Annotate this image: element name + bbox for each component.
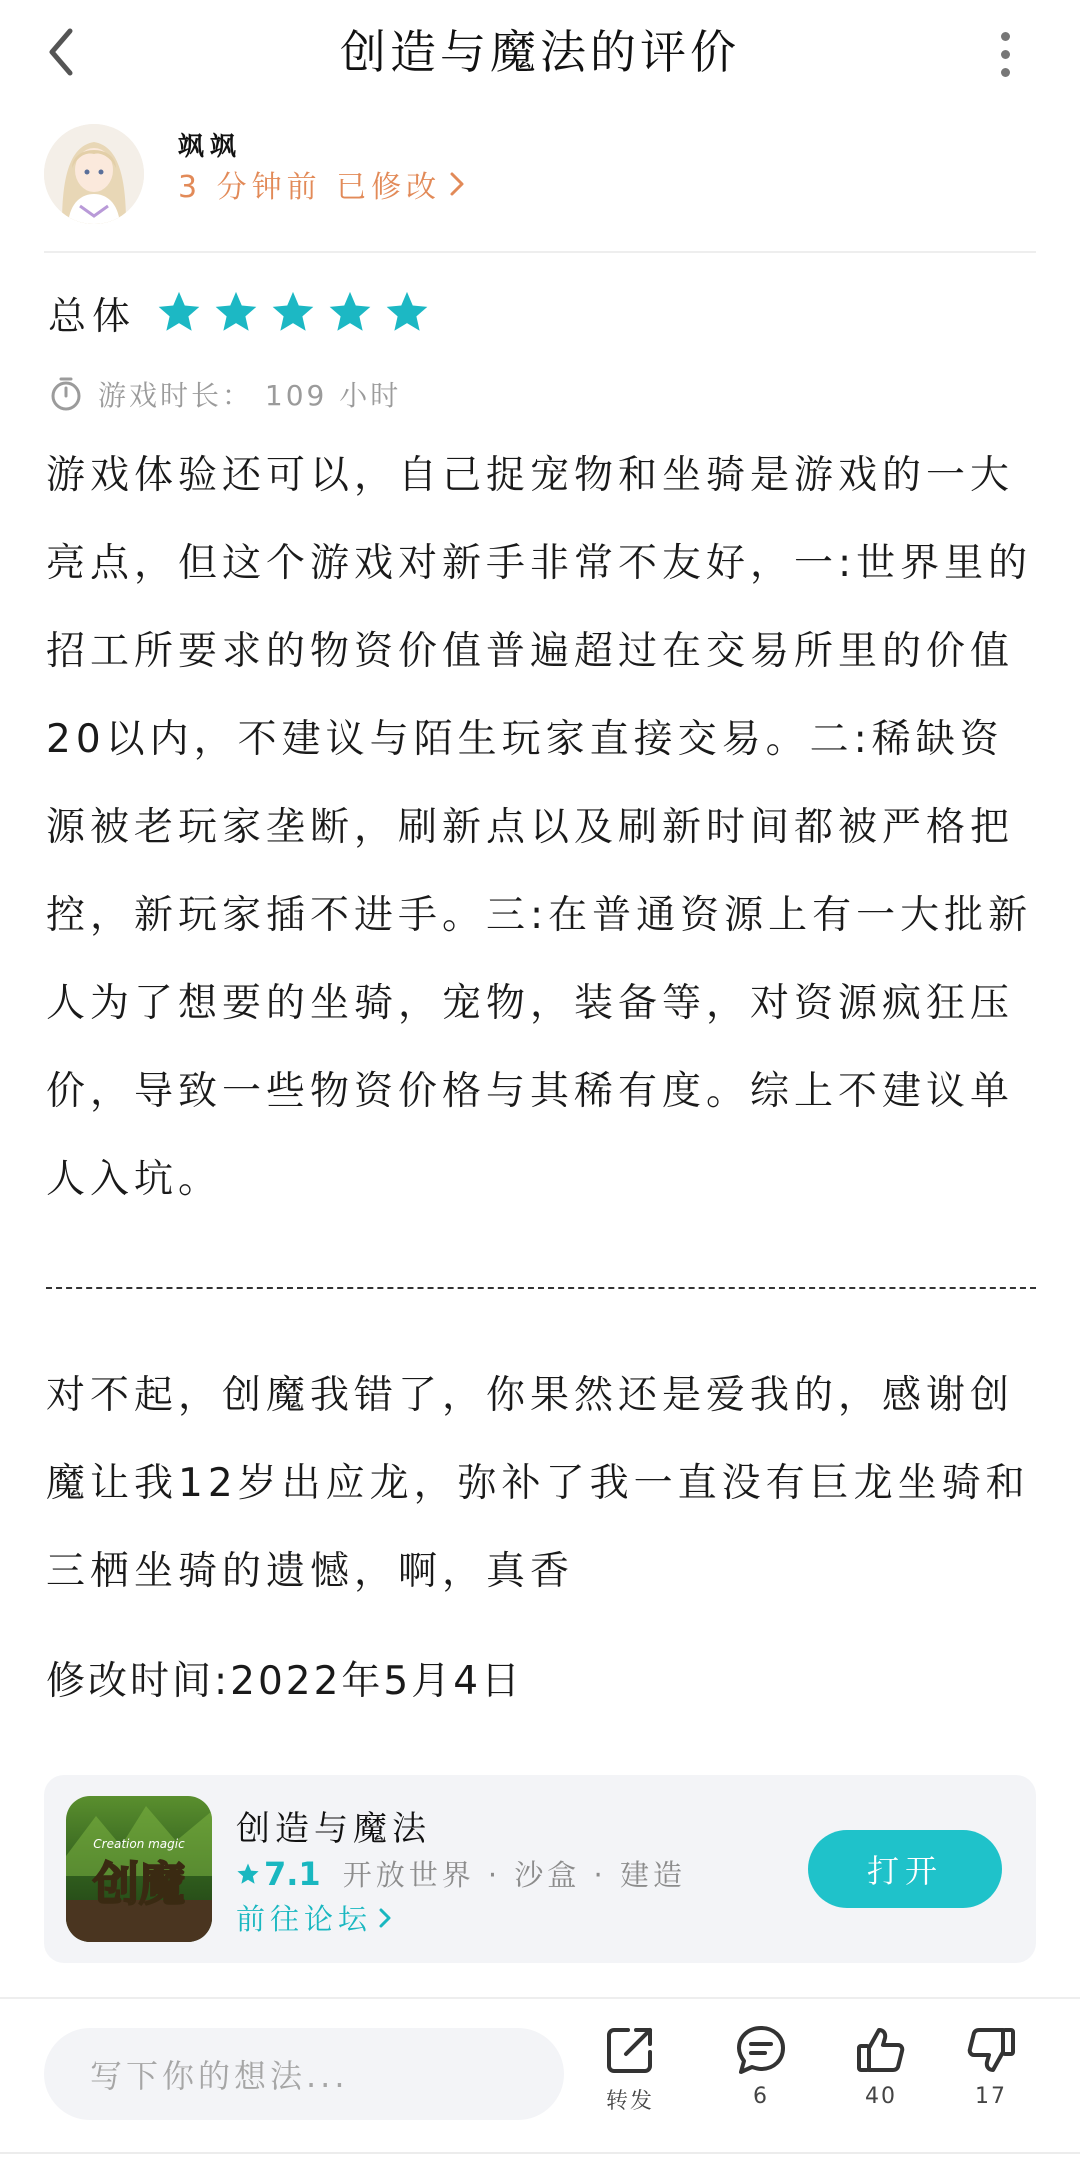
more-dot-icon xyxy=(1001,32,1010,41)
star-icon xyxy=(270,289,316,335)
back-button[interactable] xyxy=(36,22,86,82)
divider xyxy=(0,1997,1080,1999)
rating-row xyxy=(48,282,430,342)
comment-icon xyxy=(733,2022,789,2078)
open-game-button[interactable]: 打开 xyxy=(808,1830,1002,1908)
comment-button[interactable] xyxy=(716,2022,806,2142)
game-icon-text: 创魔 xyxy=(93,1857,185,1911)
author-meta-text: 3 分钟前 已修改 xyxy=(178,170,442,205)
game-icon-subtitle: Creation magic xyxy=(93,1837,185,1851)
comment-input[interactable]: 写下你的想法... xyxy=(44,2028,564,2120)
star-icon xyxy=(236,1862,260,1886)
more-dot-icon xyxy=(1001,68,1010,77)
thumbs-down-icon xyxy=(963,2022,1019,2078)
avatar[interactable] xyxy=(44,124,144,224)
star-rating xyxy=(156,289,430,335)
game-icon[interactable] xyxy=(66,1796,212,1942)
more-dot-icon xyxy=(1001,50,1010,59)
star-icon xyxy=(156,289,202,335)
share-icon xyxy=(602,2022,658,2078)
game-card[interactable] xyxy=(44,1775,1036,1963)
review-body: 游戏体验还可以，自己捉宠物和坐骑是游戏的一大亮点，但这个游戏对新手非常不友好，一:世界里的招工所要求的物资价值普遍超过在交易所里的价值20以内，不建议与陌生玩家直接交易。二:稀缺资源被老玩家垄断，刷新点以及刷新时间都被严格把控，新玩家插不进手。三:在普通资源上有一大批新人为了想要的坐骑，宠物，装备等，对资源疯狂压价，导致一些物资价格与其稀有度。综上不建议单人入坑。 xyxy=(46,453,1033,1202)
playtime-text: 游戏时长： 109 小时 xyxy=(98,379,402,412)
game-score-value: 7.1 xyxy=(264,1854,321,1893)
edit-history-link[interactable] xyxy=(178,162,465,206)
divider xyxy=(0,2152,1080,2154)
star-icon xyxy=(213,289,259,335)
page-title: 创造与魔法的评价 xyxy=(340,25,740,79)
like-button[interactable] xyxy=(836,2022,926,2142)
game-name[interactable]: 创造与魔法 xyxy=(236,1809,431,1849)
like-count: 40 xyxy=(865,2084,897,2109)
star-icon xyxy=(384,289,430,335)
game-score xyxy=(236,1855,321,1893)
game-tags: 开放世界 · 沙盒 · 建造 xyxy=(342,1858,686,1892)
share-button[interactable] xyxy=(585,2022,675,2142)
more-options-button[interactable] xyxy=(990,24,1020,84)
divider xyxy=(44,251,1036,253)
star-icon xyxy=(327,289,373,335)
playtime xyxy=(48,372,401,416)
modified-time: 修改时间:2022年5月4日 xyxy=(46,1659,524,1704)
forum-link-label: 前往论坛 xyxy=(236,1902,373,1936)
share-label: 转发 xyxy=(605,2089,654,2114)
author-section xyxy=(44,124,1044,234)
dislike-count: 17 xyxy=(975,2084,1007,2109)
game-info xyxy=(236,1853,686,1894)
rating-label: 总体 xyxy=(48,293,137,338)
chevron-right-icon xyxy=(449,171,465,197)
forum-link[interactable] xyxy=(236,1897,392,1938)
chevron-right-icon xyxy=(378,1907,392,1929)
review-appendix: 对不起，创魔我错了，你果然还是爱我的，感谢创魔让我12岁出应龙，弥补了我一直没有巨龙坐骑和三栖坐骑的遗憾，啊，真香 xyxy=(46,1373,1030,1594)
thumbs-up-icon xyxy=(853,2022,909,2078)
comment-count: 6 xyxy=(753,2084,769,2109)
chevron-left-icon xyxy=(46,27,76,77)
dislike-button[interactable] xyxy=(946,2022,1036,2142)
stopwatch-icon xyxy=(48,376,84,412)
top-bar xyxy=(0,0,1080,110)
author-name[interactable]: 飒飒 xyxy=(178,132,243,162)
dashed-divider xyxy=(46,1287,1036,1289)
